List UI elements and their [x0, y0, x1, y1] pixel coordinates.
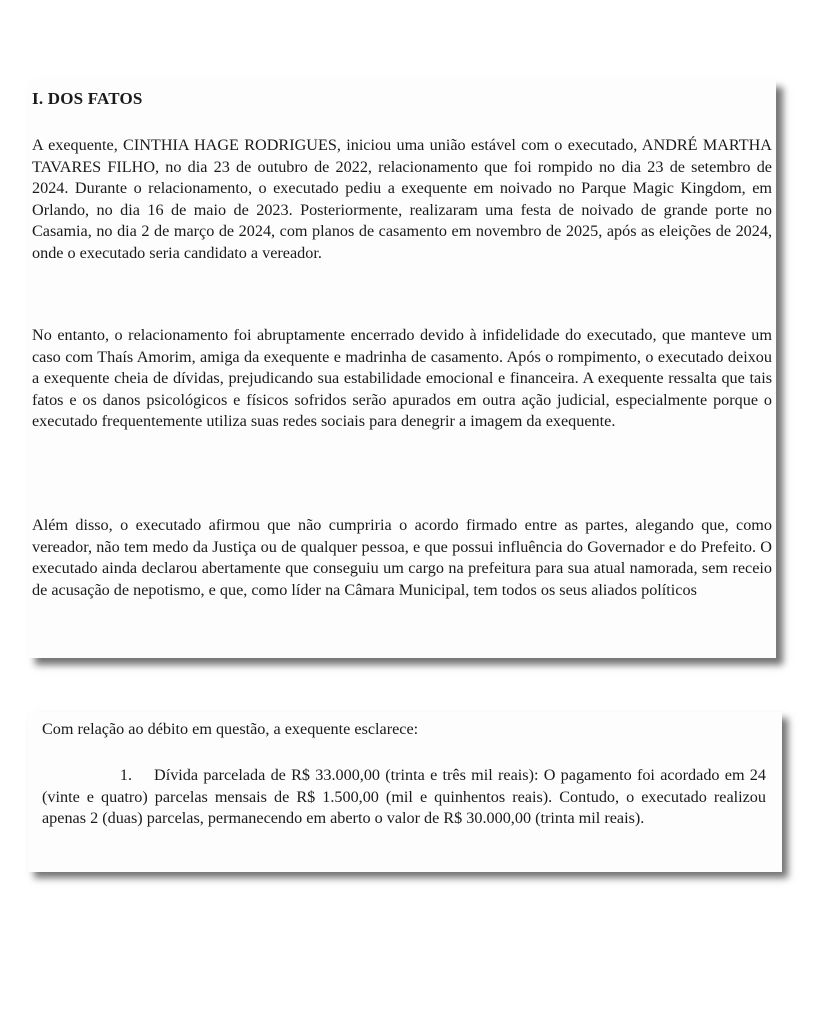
debt-item-text: Dívida parcelada de R$ 33.000,00 (trinta e três mil reais): O pagamento foi acordado em 24 (vinte e quatro) parcelas mensais de R$ 1.500,00 (mil e quinhentos reais). Contudo, o executado realizou apenas 2 (duas) parcelas, permanecendo em aberto o valor de R$ 30.000,00 (trinta mil reais). [42, 766, 766, 828]
paragraph-statements: Além disso, o executado afirmou que não cumpriria o acordo firmado entre as partes, alegando que, como vereador, não tem medo da Justiça ou de qualquer pessoa, e que possui influência do Governador e do Prefeito. O executado ainda declarou abertamente que conseguiu um cargo na prefeitura para sua atual namorada, sem receio de acusação de nepotismo, e que, como líder na Câmara Municipal, tem todos os seus aliados políticos [32, 516, 772, 599]
debt-intro: Com relação ao débito em questão, a exequente esclarece: [42, 720, 419, 738]
document-excerpt-debt [28, 712, 782, 872]
paragraph-union-history: A exequente, CINTHIA HAGE RODRIGUES, iniciou uma união estável com o executado, ANDRÉ MARTHA TAVARES FILHO, no dia 23 de outubro de 2022, relacionamento que foi rompido no dia 23 de setembro de 2024. Durante o relacionamento, o executado pediu a exequente em noivado no Parque Magic Kingdom, em Orlando, no dia 16 de maio de 2023. Posteriormente, realizaram uma festa de noivado de grande porte no Casamia, no dia 2 de março de 2024, com planos de casamento em novembro de 2025, após as eleições de 2024, onde o executado seria candidato a vereador. [32, 136, 772, 262]
debt-item-number: 1. [119, 766, 132, 784]
debt-item [42, 765, 766, 830]
document-excerpt-facts [28, 80, 776, 658]
section-heading: I. DOS FATOS [32, 89, 143, 108]
paragraph-breakup: No entanto, o relacionamento foi abruptamente encerrado devido à infidelidade do executado, que manteve um caso com Thaís Amorim, amiga da exequente e madrinha de casamento. Após o rompimento, o executado deixou a exequente cheia de dívidas, prejudicando sua estabilidade emocional e financeira. A exequente ressalta que tais fatos e os danos psicológicos e físicos sofridos serão apurados em outra ação judicial, especialmente porque o executado frequentemente utiliza suas redes sociais para denegrir a imagem da exequente. [32, 326, 772, 431]
